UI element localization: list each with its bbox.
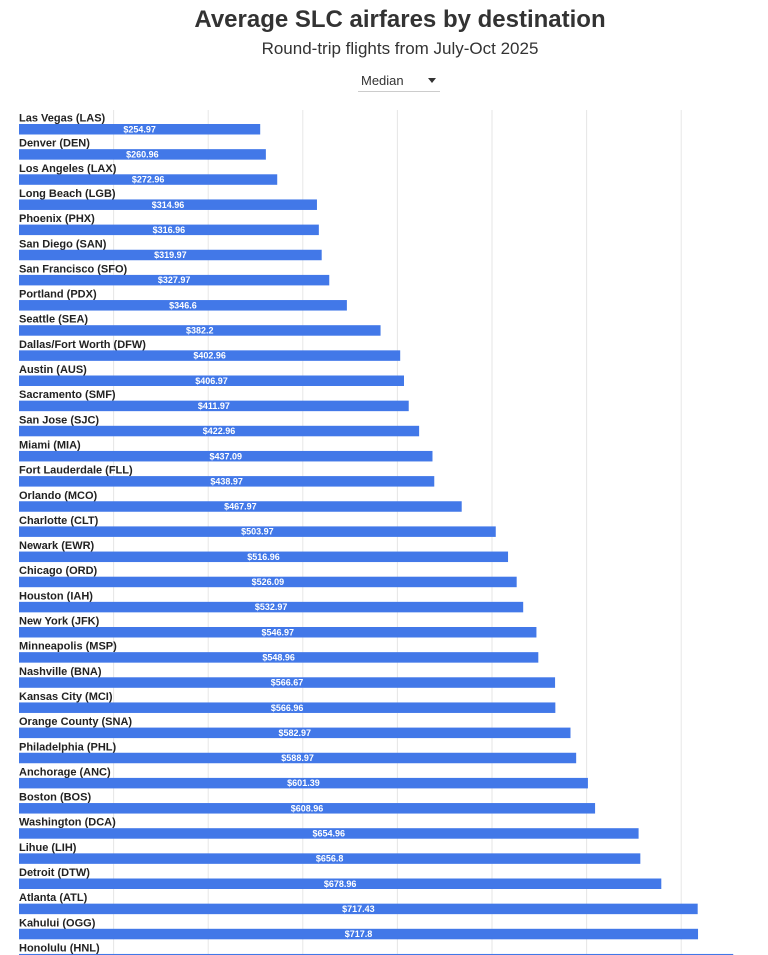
value-label: $546.97: [261, 627, 294, 638]
value-label: $608.96: [290, 803, 324, 814]
category-label: San Diego (SAN): [19, 238, 107, 251]
value-label: $582.97: [278, 727, 312, 738]
value-label: $327.97: [157, 275, 191, 286]
category-label: Dallas/Fort Worth (DFW): [19, 338, 146, 351]
category-label: Boston (BOS): [19, 791, 92, 804]
category-label: Phoenix (PHX): [19, 213, 95, 226]
value-label: $316.96: [152, 224, 186, 235]
category-label: Chicago (ORD): [19, 565, 98, 578]
value-label: $467.97: [224, 501, 257, 512]
value-label: $406.97: [195, 375, 228, 386]
category-label: San Francisco (SFO): [19, 263, 128, 276]
value-label: $678.96: [323, 878, 357, 889]
chart-title: Average SLC airfares by destination: [194, 6, 606, 33]
category-label: Los Angeles (LAX): [19, 162, 117, 175]
value-label: $516.96: [247, 551, 280, 562]
category-label: Seattle (SEA): [19, 313, 89, 326]
value-label: $437.09: [209, 451, 243, 462]
chart-subtitle: Round-trip flights from July-Oct 2025: [261, 39, 539, 58]
category-label: Las Vegas (LAS): [19, 112, 106, 125]
category-label: Philadelphia (PHL): [19, 741, 117, 754]
category-label: Detroit (DTW): [19, 867, 90, 879]
value-label: $717.8: [344, 929, 373, 940]
value-label: $532.97: [254, 602, 288, 613]
value-label: $566.67: [270, 677, 304, 688]
value-label: $346.6: [169, 300, 197, 311]
category-label: Fort Lauderdale (FLL): [19, 464, 133, 477]
value-label: $260.96: [126, 149, 159, 160]
value-label: $717.43: [342, 903, 375, 914]
category-label: Denver (DEN): [19, 137, 90, 150]
value-label: $438.97: [210, 476, 243, 487]
category-label: Honolulu (HNL): [19, 942, 100, 955]
value-label: $654.96: [312, 828, 346, 839]
category-label: Long Beach (LGB): [19, 187, 116, 200]
category-label: Sacramento (SMF): [19, 389, 116, 402]
value-label: $254.97: [123, 124, 156, 135]
value-label: $656.8: [315, 853, 344, 864]
category-label: Nashville (BNA): [19, 665, 102, 678]
value-label: $314.96: [151, 199, 185, 210]
category-label: Anchorage (ANC): [19, 766, 111, 779]
value-label: $503.97: [241, 526, 274, 537]
category-label: San Jose (SJC): [19, 414, 100, 427]
category-label: Kansas City (MCI): [19, 690, 113, 703]
category-label: Orange County (SNA): [19, 716, 133, 729]
category-label: New York (JFK): [19, 615, 100, 628]
value-label: $272.96: [131, 174, 165, 185]
category-label: Charlotte (CLT): [19, 514, 99, 527]
statistic-dropdown-value: Median: [361, 73, 404, 88]
value-label: $319.97: [154, 250, 187, 261]
category-label: Houston (IAH): [19, 590, 93, 603]
category-label: Atlanta (ATL): [19, 892, 88, 905]
value-label: $526.09: [251, 577, 285, 587]
value-label: $422.96: [202, 426, 236, 437]
value-label: $566.96: [270, 702, 304, 713]
category-label: Portland (PDX): [19, 288, 97, 301]
category-label: Orlando (MCO): [19, 489, 98, 502]
category-label: Austin (AUS): [19, 364, 87, 376]
category-label: Miami (MIA): [19, 439, 81, 452]
value-label: $601.39: [287, 778, 320, 789]
value-label: $548.96: [262, 652, 295, 663]
value-label: $411.97: [197, 400, 230, 411]
category-label: Minneapolis (MSP): [19, 640, 117, 653]
category-label: Kahului (OGG): [19, 917, 96, 930]
value-label: $402.96: [193, 350, 226, 361]
category-label: Lihue (LIH): [19, 841, 77, 854]
value-label: $588.97: [281, 753, 314, 764]
value-label: $382.2: [186, 325, 214, 336]
category-label: Newark (EWR): [19, 540, 95, 553]
category-label: Washington (DCA): [19, 816, 116, 829]
